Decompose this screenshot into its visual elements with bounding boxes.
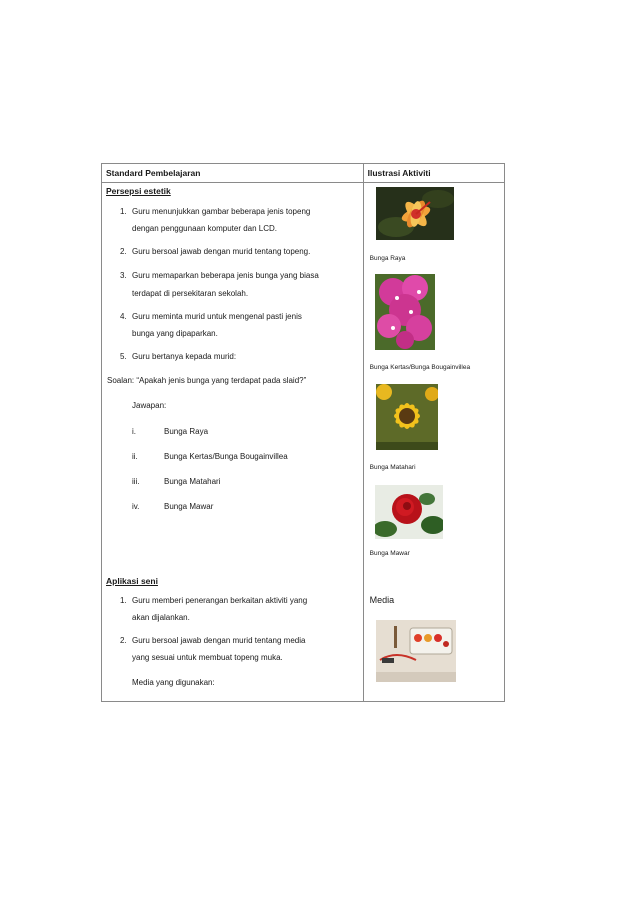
media-supplies-image — [376, 620, 456, 682]
answer-number: ii. — [132, 452, 138, 461]
item-text: Guru bersoal jawab dengan murid tentang topeng. — [132, 247, 311, 256]
answer-text: Bunga Mawar — [164, 502, 214, 511]
answer-item — [132, 452, 288, 462]
item-text-cont: akan dijalankan. — [132, 613, 190, 622]
item-text: Guru bertanya kepada murid: — [132, 352, 237, 361]
caption-bunga-kertas: Bunga Kertas/Bunga Bougainvillea — [369, 364, 471, 371]
left-column-cell — [102, 183, 364, 702]
list-item — [120, 636, 305, 646]
table-body-row — [102, 183, 505, 702]
answer-item — [132, 477, 220, 487]
lesson-table — [101, 163, 505, 702]
right-column-cell — [363, 183, 504, 702]
item-text: Guru meminta murid untuk mengenal pasti jenis — [132, 312, 302, 321]
item-number: 1. — [120, 207, 127, 216]
caption-bunga-mawar: Bunga Mawar — [369, 550, 410, 557]
caption-bunga-matahari: Bunga Matahari — [369, 464, 416, 471]
item-number: 2. — [120, 636, 127, 645]
item-text: Guru bersoal jawab dengan murid tentang media — [132, 636, 306, 645]
table-header-row — [102, 164, 505, 183]
answer-number: i. — [132, 427, 136, 436]
answer-number: iv. — [132, 502, 140, 511]
list-item — [120, 596, 307, 606]
answer-number: iii. — [132, 477, 140, 486]
question-text: Soalan: “Apakah jenis bunga yang terdapat pada slaid?” — [107, 376, 307, 385]
item-text-cont: yang sesuai untuk membuat topeng muka. — [132, 653, 283, 662]
sunflower-image — [376, 384, 438, 450]
list-item — [120, 207, 310, 217]
item-text-cont: terdapat di persekitaran sekolah. — [132, 289, 249, 298]
item-text-cont: bunga yang dipaparkan. — [132, 329, 218, 338]
section-title-persepsi: Persepsi estetik — [106, 186, 171, 196]
list-item — [120, 352, 236, 362]
hibiscus-image — [376, 187, 454, 240]
item-number: 1. — [120, 596, 127, 605]
answer-text: Bunga Raya — [164, 427, 209, 436]
media-used-text: Media yang digunakan: — [132, 678, 215, 687]
answer-label: Jawapan: — [132, 401, 167, 410]
header-illustration: Ilustrasi Aktiviti — [363, 164, 504, 183]
item-text: Guru memberi penerangan berkaitan aktiviti yang — [132, 596, 308, 605]
section-title-aplikasi: Aplikasi seni — [106, 576, 158, 586]
item-text: Guru memaparkan beberapa jenis bunga yang biasa — [132, 271, 319, 280]
item-number: 2. — [120, 247, 127, 256]
answer-item — [132, 502, 213, 512]
rose-image — [375, 485, 443, 539]
media-label: Media — [369, 595, 395, 605]
item-number: 3. — [120, 271, 127, 280]
item-text-cont: dengan penggunaan komputer dan LCD. — [132, 224, 277, 233]
list-item — [120, 247, 310, 257]
item-number: 5. — [120, 352, 127, 361]
item-number: 4. — [120, 312, 127, 321]
list-item — [120, 271, 319, 281]
answer-text: Bunga Kertas/Bunga Bougainvillea — [164, 452, 288, 461]
caption-bunga-raya: Bunga Raya — [369, 255, 406, 262]
list-item — [120, 312, 302, 322]
bougainvillea-image — [375, 274, 435, 350]
answer-item — [132, 427, 208, 437]
item-text: Guru menunjukkan gambar beberapa jenis topeng — [132, 207, 311, 216]
header-standard: Standard Pembelajaran — [102, 164, 364, 183]
answer-text: Bunga Matahari — [164, 477, 221, 486]
